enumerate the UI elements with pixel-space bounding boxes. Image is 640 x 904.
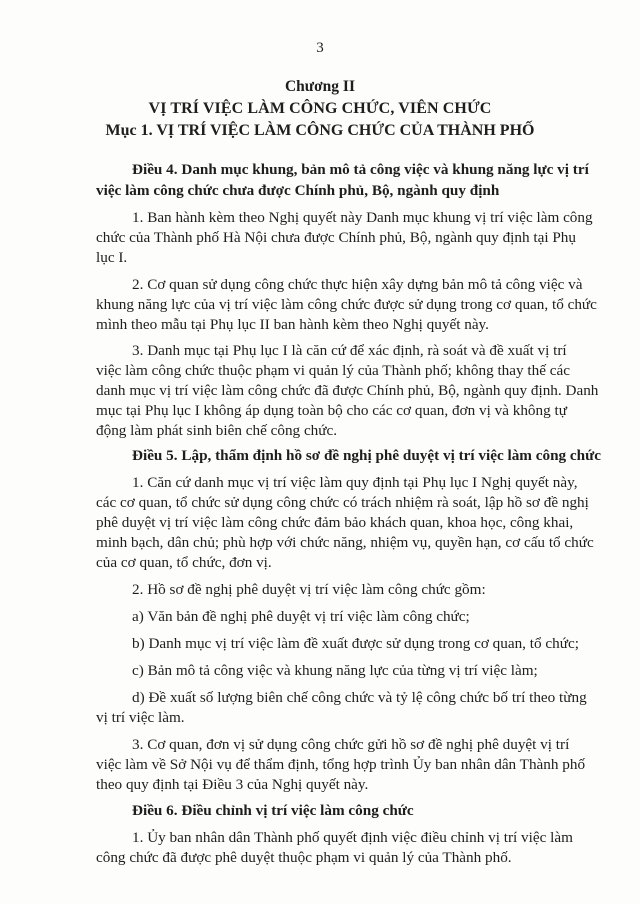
section-heading: Mục 1. VỊ TRÍ VIỆC LÀM CÔNG CHỨC CỦA THÀNH PHỐ xyxy=(105,122,535,139)
paragraph-line: chức của Thành phố Hà Nội chưa được Chính phủ, Bộ, ngành quy định tại Phụ xyxy=(96,229,576,246)
list-item: b) Danh mục vị trí việc làm đề xuất được sử dụng trong cơ quan, tổ chức; xyxy=(132,635,579,652)
paragraph-line: của cơ quan, tổ chức, đơn vị. xyxy=(96,554,272,571)
list-item: a) Văn bản đề nghị phê duyệt vị trí việc làm công chức; xyxy=(132,608,470,625)
paragraph-line: lục I. xyxy=(96,249,128,266)
paragraph-line: khung năng lực của vị trí việc làm công chức được sử dụng trong cơ quan, tổ chức xyxy=(96,296,597,313)
paragraph-line: 2. Cơ quan sử dụng công chức thực hiện xây dựng bản mô tả công việc và xyxy=(132,276,583,293)
article-4-heading-cont: việc làm công chức chưa được Chính phủ, Bộ, ngành quy định xyxy=(96,182,500,199)
list-item: c) Bản mô tả công việc và khung năng lực của từng vị trí việc làm; xyxy=(132,662,538,679)
paragraph-line: mục tại Phụ lục I không áp dụng toàn bộ cho các cơ quan, đơn vị và không tự xyxy=(96,402,567,419)
paragraph-line: việc làm công chức thuộc phạm vi quản lý của Thành phố; không thay thế các xyxy=(96,362,570,379)
paragraph-line: 3. Cơ quan, đơn vị sử dụng công chức gửi hồ sơ đề nghị phê duyệt vị trí xyxy=(132,736,570,753)
chapter-title: Chương II xyxy=(284,78,355,95)
paragraph-line: việc làm về Sở Nội vụ để thẩm định, tổng hợp trình Ủy ban nhân dân Thành phố xyxy=(96,756,586,773)
paragraph-line: mình theo mẫu tại Phụ lục II ban hành kèm theo Nghị quyết này. xyxy=(96,316,489,333)
paragraph-line: công chức đã được phê duyệt thuộc phạm vi quản lý của Thành phố. xyxy=(96,849,512,866)
paragraph-line: phê duyệt vị trí việc làm công chức đảm bảo khách quan, khoa học, công khai, xyxy=(96,514,574,531)
paragraph-line: 1. Căn cứ danh mục vị trí việc làm quy định tại Phụ lục I Nghị quyết này, xyxy=(132,474,578,491)
paragraph-line: 2. Hồ sơ đề nghị phê duyệt vị trí việc làm công chức gồm: xyxy=(132,581,486,598)
page-number: 3 xyxy=(316,40,324,56)
article-6-heading: Điều 6. Điều chỉnh vị trí việc làm công chức xyxy=(132,802,414,819)
paragraph-line: minh bạch, dân chủ; phù hợp với chức năng, nhiệm vụ, quyền hạn, cơ cấu tổ chức xyxy=(96,534,594,551)
article-4-heading: Điều 4. Danh mục khung, bản mô tả công việc và khung năng lực vị trí xyxy=(132,161,589,178)
paragraph-line: theo quy định tại Điều 3 của Nghị quyết này. xyxy=(96,776,369,793)
article-5-heading: Điều 5. Lập, thẩm định hồ sơ đề nghị phê duyệt vị trí việc làm công chức xyxy=(132,447,601,464)
paragraph-line: danh mục vị trí việc làm công chức đã được Chính phủ, Bộ, ngành quy định. Danh xyxy=(96,382,599,399)
chapter-heading: VỊ TRÍ VIỆC LÀM CÔNG CHỨC, VIÊN CHỨC xyxy=(148,100,492,117)
paragraph-line: 1. Ủy ban nhân dân Thành phố quyết định việc điều chỉnh vị trí việc làm xyxy=(132,829,573,846)
paragraph-line: 1. Ban hành kèm theo Nghị quyết này Danh mục khung vị trí việc làm công xyxy=(132,209,593,226)
paragraph-line: động làm phát sinh biên chế công chức. xyxy=(96,422,338,439)
paragraph-line: các cơ quan, tổ chức sử dụng công chức có trách nhiệm rà soát, lập hồ sơ đề nghị xyxy=(96,494,589,511)
list-item-cont: vị trí việc làm. xyxy=(96,709,185,726)
paragraph-line: 3. Danh mục tại Phụ lục I là căn cứ để xác định, rà soát và đề xuất vị trí xyxy=(132,342,567,359)
list-item: d) Đề xuất số lượng biên chế công chức và tỷ lệ công chức bố trí theo từng xyxy=(132,689,587,706)
